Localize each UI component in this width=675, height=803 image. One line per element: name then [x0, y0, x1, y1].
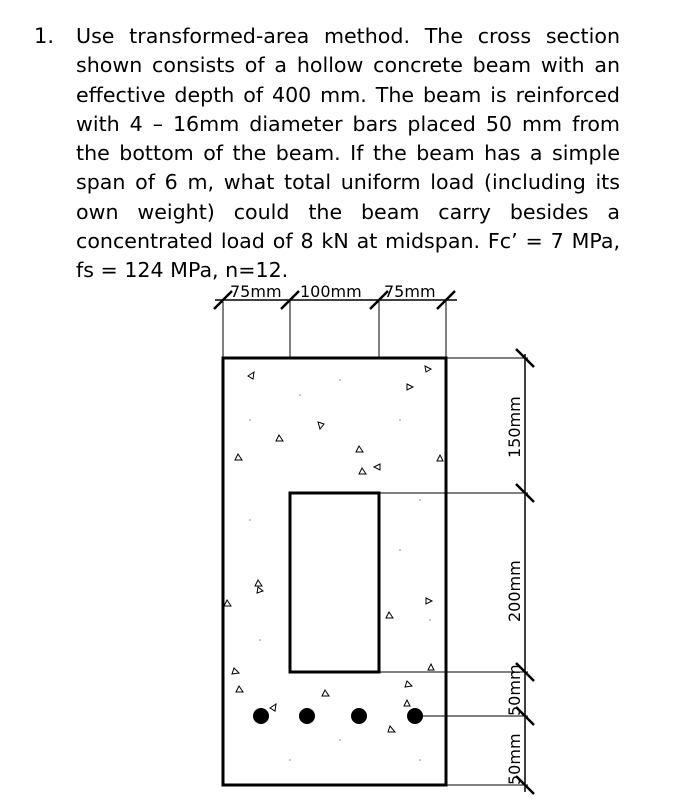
- dim-label-top-middle: 100mm: [300, 282, 362, 301]
- rebar: [351, 708, 367, 724]
- dim-label-side-50-upper: 50mm: [505, 664, 524, 716]
- hollow-core: [290, 493, 379, 672]
- concrete-hatch: [224, 366, 443, 732]
- dim-label-side-200: 200mm: [505, 560, 524, 622]
- rebar: [253, 708, 269, 724]
- problem-number: 1.: [34, 24, 55, 48]
- dim-label-side-150: 150mm: [505, 396, 524, 458]
- dim-label-top-left: 75mm: [230, 282, 282, 301]
- problem-text: Use transformed-area method. The cross section shown consists of a hollow concrete beam with an effective depth of 400 mm. The beam is reinforced with 4 – 16mm diameter bars placed 50 mm from the bottom of the beam. If the beam has a simple span of 6 m, what total uniform load (including its own weight) could the beam carry besides a concentrated load of 8 kN at midspan. Fc’ = 7 MPa, fs = 124 MPa, n=12.: [76, 24, 620, 283]
- rebar: [299, 708, 315, 724]
- rebar: [407, 708, 423, 724]
- dim-label-top-right: 75mm: [384, 282, 436, 301]
- dim-label-side-50-lower: 50mm: [505, 733, 524, 785]
